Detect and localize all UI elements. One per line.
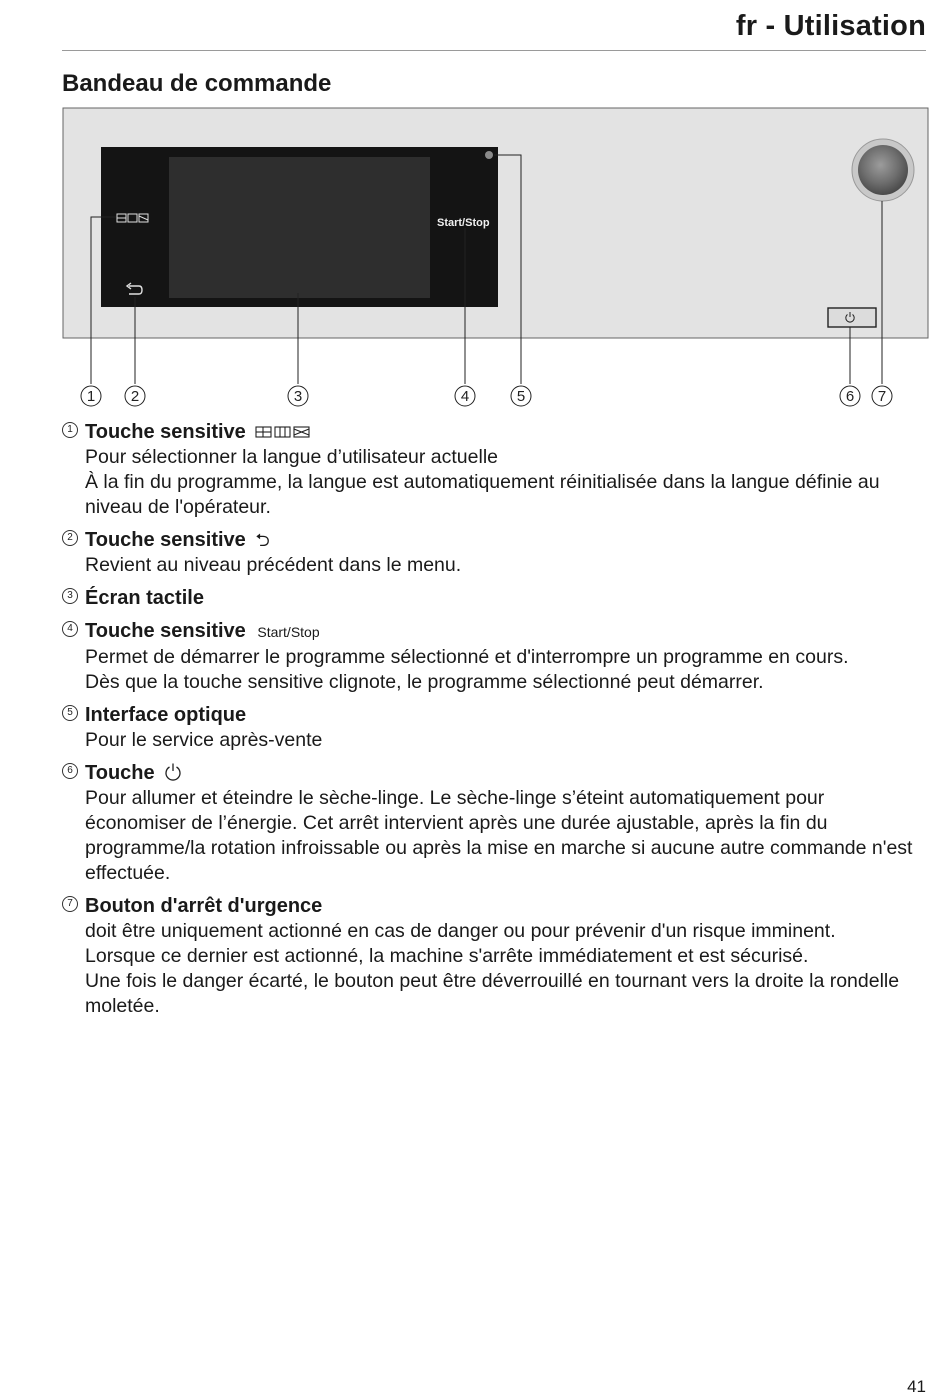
back-icon: ⮌ (255, 530, 270, 550)
touch-screen (169, 157, 430, 298)
legend-item-title: Touche sensitive Start/Stop (85, 620, 320, 642)
legend-item-text: Pour sélectionner la langue d’utilisateur actuelle (85, 446, 499, 468)
language-flags-icon (255, 425, 311, 439)
legend-list (62, 420, 928, 1027)
legend-item-text: doit être uniquement actionné en cas de danger ou pour prévenir d'un risque imminent. (85, 920, 836, 942)
power-icon (163, 762, 183, 782)
legend-item-text: Lorsque ce dernier est actionné, la machine s'arrête immédiatement et est sécurisé. (85, 945, 809, 967)
callout-4: 4 (460, 388, 470, 405)
legend-item (62, 586, 928, 611)
legend-item-text: À la fin du programme, la langue est automatiquement réinitialisée dans la langue définie au niveau de l'opérateur. (85, 471, 880, 518)
callout-3: 3 (293, 388, 303, 405)
legend-item-title: Touche sensitive (85, 420, 928, 445)
emergency-stop-button (858, 145, 908, 195)
section-title: Bandeau de commande (62, 70, 332, 97)
legend-item-number: 6 (62, 763, 78, 779)
legend-item-text: Pour le service après-vente (85, 729, 323, 751)
legend-item-text: Permet de démarrer le programme sélectionné et d'interrompre un programme en cours. (85, 646, 849, 668)
legend-item-text: Pour allumer et éteindre le sèche-linge. Le sèche-linge s’éteint automatiquement pour économiser de l’énergie. Cet arrêt intervient après une durée ajustable, après la fin du programme/la rotation infroissable ou après la mise en marche si aucune autre commande n'est effectuée. (85, 787, 913, 884)
callout-5: 5 (516, 388, 526, 405)
legend-item-number: 4 (62, 621, 78, 637)
legend-item (62, 528, 928, 578)
legend-item (62, 420, 928, 520)
legend-item (62, 619, 928, 695)
legend-item (62, 894, 928, 1019)
legend-item-text: Revient au niveau précédent dans le menu. (85, 554, 462, 576)
legend-item-title: Touche (85, 761, 928, 786)
legend-item-number: 7 (62, 896, 78, 912)
legend-item-title: Écran tactile (85, 587, 204, 609)
legend-item-title: Interface optique (85, 704, 247, 726)
start-stop-key: Start/Stop (437, 217, 490, 229)
start-stop-symbol: Start/Stop (257, 624, 320, 640)
power-button (828, 308, 876, 327)
page-number: 41 (907, 1377, 926, 1396)
legend-item-text: Dès que la touche sensitive clignote, le programme sélectionné peut démarrer. (85, 671, 764, 693)
page-header-title: fr - Utilisation (735, 10, 926, 42)
legend-item-number: 3 (62, 588, 78, 604)
legend-item-number: 5 (62, 705, 78, 721)
legend-item-title: Bouton d'arrêt d'urgence (85, 895, 323, 917)
legend-item-number: 1 (62, 422, 78, 438)
optical-interface-dot (485, 151, 493, 159)
callout-6: 6 (845, 388, 855, 405)
control-panel-figure (0, 0, 950, 415)
legend-item-number: 2 (62, 530, 78, 546)
callout-1: 1 (86, 388, 96, 405)
legend-item (62, 703, 928, 753)
legend-item-title: Touche sensitive ⮌ (85, 529, 270, 551)
legend-item-text: Une fois le danger écarté, le bouton peut être déverrouillé en tournant vers la droite la rondelle moletée. (85, 970, 900, 1017)
callout-2: 2 (130, 388, 140, 405)
callout-7: 7 (877, 388, 887, 405)
legend-item (62, 761, 928, 886)
